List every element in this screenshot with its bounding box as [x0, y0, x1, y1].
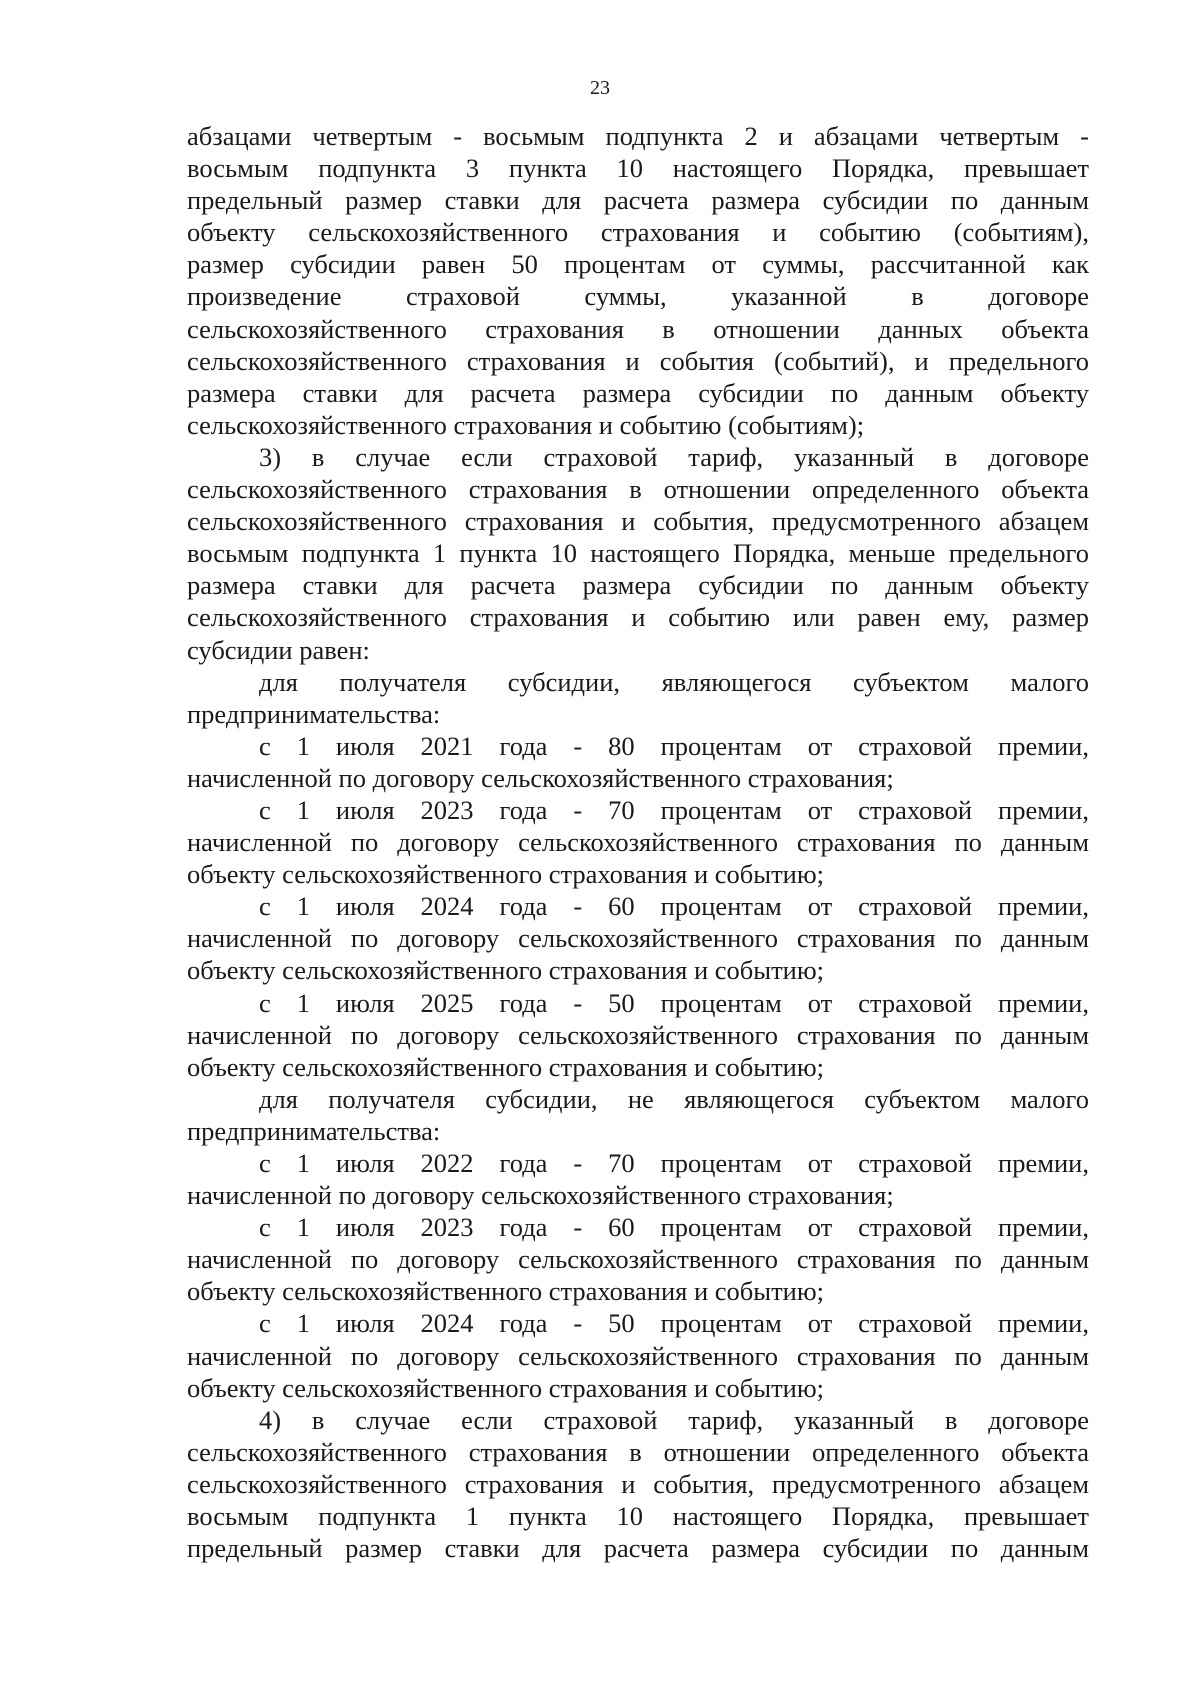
text-line: начисленной по договору сельскохозяйственного страхования;: [187, 1180, 894, 1211]
text-line: сельскохозяйственного страхования и событию (событиям);: [187, 409, 865, 440]
text-line: восьмым подпункта 3 пункта 10 настоящего Порядка, превышает: [187, 153, 1089, 184]
page-number: 23: [590, 77, 610, 99]
text-line: сельскохозяйственного страхования и события, предусмотренного абзацем: [187, 1468, 1089, 1499]
text-line: сельскохозяйственного страхования и события (событий), и предельного: [187, 345, 1089, 376]
text-line: 4) в случае если страховой тариф, указанный в договоре: [259, 1404, 1089, 1435]
text-line: начисленной по договору сельскохозяйственного страхования по данным: [187, 923, 1089, 954]
text-line: с 1 июля 2024 года - 60 процентам от страховой премии,: [259, 891, 1089, 922]
text-line: размера ставки для расчета размера субсидии по данным объекту: [187, 377, 1089, 408]
text-line: предельный размер ставки для расчета размера субсидии по данным: [187, 1533, 1089, 1564]
text-line: восьмым подпункта 1 пункта 10 настоящего Порядка, превышает: [187, 1501, 1089, 1532]
text-line: восьмым подпункта 1 пункта 10 настоящего Порядка, меньше предельного: [187, 538, 1089, 569]
text-line: начисленной по договору сельскохозяйственного страхования по данным: [187, 1244, 1089, 1275]
text-line: с 1 июля 2023 года - 70 процентам от страховой премии,: [259, 794, 1089, 825]
text-line: начисленной по договору сельскохозяйственного страхования по данным: [187, 1340, 1089, 1371]
text-line: с 1 июля 2024 года - 50 процентам от страховой премии,: [259, 1308, 1089, 1339]
text-line: начисленной по договору сельскохозяйственного страхования по данным: [187, 827, 1089, 858]
text-line: 3) в случае если страховой тариф, указанный в договоре: [259, 441, 1089, 472]
text-line: с 1 июля 2023 года - 60 процентам от страховой премии,: [259, 1212, 1089, 1243]
text-line: объекту сельскохозяйственного страхования и событию;: [187, 1372, 824, 1403]
text-line: объекту сельскохозяйственного страхования и событию;: [187, 859, 824, 890]
text-line: начисленной по договору сельскохозяйственного страхования по данным: [187, 1019, 1089, 1050]
text-line: сельскохозяйственного страхования и событию или равен ему, размер: [187, 602, 1089, 633]
text-line: объекту сельскохозяйственного страхования и событию;: [187, 1051, 824, 1082]
text-line: произведение страховой суммы, указанной в договоре: [187, 281, 1089, 312]
text-line: для получателя субсидии, не являющегося субъектом малого: [259, 1083, 1089, 1114]
text-line: начисленной по договору сельскохозяйственного страхования;: [187, 762, 894, 793]
text-line: объекту сельскохозяйственного страхования и событию;: [187, 955, 824, 986]
text-line: предпринимательства:: [187, 1115, 441, 1146]
text-line: сельскохозяйственного страхования в отношении данных объекта: [187, 313, 1089, 344]
text-line: сельскохозяйственного страхования в отношении определенного объекта: [187, 1436, 1089, 1467]
text-line: субсидии равен:: [187, 634, 370, 665]
text-line: с 1 июля 2022 года - 70 процентам от страховой премии,: [259, 1148, 1089, 1178]
text-line: предпринимательства:: [187, 698, 441, 729]
text-line: сельскохозяйственного страхования и события, предусмотренного абзацем: [187, 506, 1089, 537]
text-line: предельный размер ставки для расчета размера субсидии по данным: [187, 185, 1089, 216]
text-line: объекту сельскохозяйственного страхования и событию (событиям),: [187, 217, 1089, 248]
text-line: размер субсидии равен 50 процентам от суммы, рассчитанной как: [187, 249, 1089, 280]
text-line: для получателя субсидии, являющегося субъектом малого: [259, 666, 1089, 697]
text-line: размера ставки для расчета размера субсидии по данным объекту: [187, 570, 1089, 601]
text-line: с 1 июля 2021 года - 80 процентам от страховой премии,: [259, 730, 1089, 761]
text-line: сельскохозяйственного страхования в отношении определенного объекта: [187, 474, 1089, 505]
text-line: абзацами четвертым - восьмым подпункта 2 и абзацами четвертым -: [187, 121, 1089, 151]
text-line: объекту сельскохозяйственного страхования и событию;: [187, 1276, 824, 1307]
text-line: с 1 июля 2025 года - 50 процентам от страховой премии,: [259, 987, 1089, 1018]
document-body: [187, 120, 1089, 1564]
